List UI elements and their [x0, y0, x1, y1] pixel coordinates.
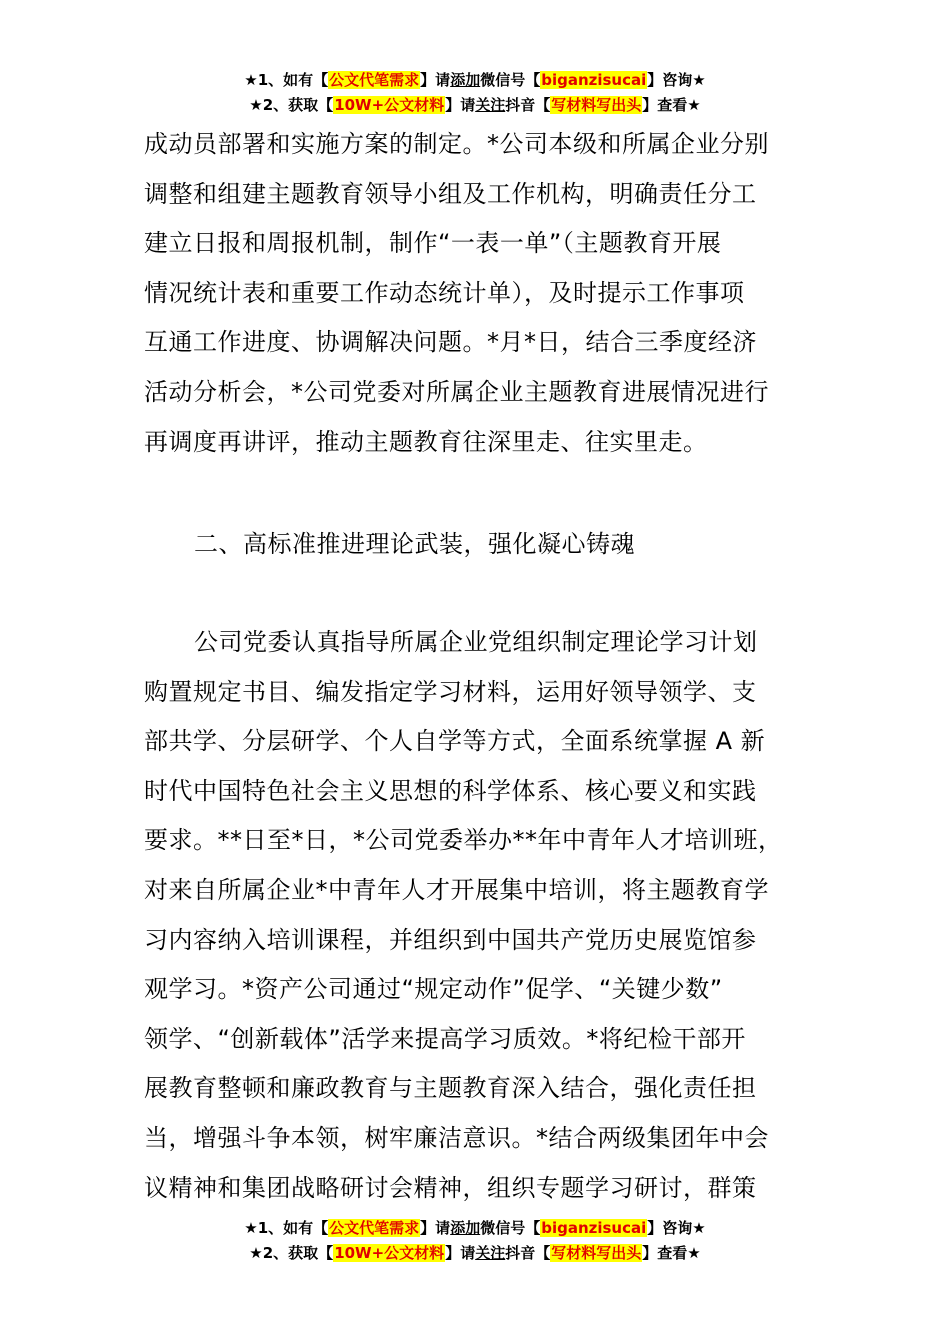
text-line: 议精神和集团战略研讨会精神，组织专题学习研讨，群策	[144, 1173, 757, 1202]
banner-line-1	[0, 1216, 950, 1241]
text-line: 习内容纳入培训课程，并组织到中国共产党历史展览馆参	[144, 925, 757, 954]
text-line: 互通工作进度、协调解决问题。*月*日，结合三季度经济	[144, 328, 757, 357]
text-line: 购置规定书目、编发指定学习材料，运用好领导领学、支	[144, 677, 757, 706]
text-line: 要求。**日至*日，*公司党委举办**年中青年人才培训班，	[144, 826, 783, 855]
text-line: 再调度再讲评，推动主题教育往深里走、往实里走。	[144, 427, 708, 456]
banner-text: 】查看★	[642, 1244, 701, 1262]
douyin-account-label: 写材料写出头	[551, 96, 642, 114]
highlight-label: 公文代笔需求	[329, 71, 420, 89]
underlined-text: 添加	[450, 71, 481, 89]
highlight-label: 10W+公文材料	[334, 96, 445, 114]
text-line: 展教育整顿和廉政教育与主题教育深入结合，强化责任担	[144, 1074, 757, 1103]
banner-line-2	[0, 93, 950, 118]
banner-text: 】请	[420, 71, 451, 89]
text-line: 时代中国特色社会主义思想的科学体系、核心要义和实践	[144, 776, 757, 805]
footer-banner	[0, 1216, 950, 1266]
banner-line-1	[0, 68, 950, 93]
banner-text: 微信号【	[480, 71, 541, 89]
header-banner	[0, 68, 950, 118]
banner-text: 】请	[420, 1219, 451, 1237]
text-line: 建立日报和周报机制，制作“一表一单”（主题教育开展	[144, 229, 722, 258]
text-line: 当，增强斗争本领，树牢廉洁意识。*结合两级集团年中会	[144, 1123, 769, 1152]
text-line: 领学、“创新载体”活学来提高学习质效。*将纪检干部开	[144, 1024, 746, 1053]
banner-text: 抖音【	[505, 1244, 551, 1262]
wechat-id-label: biganzisucai	[541, 1219, 647, 1237]
text-line: 情况统计表和重要工作动态统计单），及时提示工作事项	[144, 278, 745, 307]
banner-text: 微信号【	[480, 1219, 541, 1237]
banner-text: ★2、获取【	[249, 1244, 334, 1262]
banner-text: 】请	[445, 1244, 476, 1262]
underlined-text: 关注	[475, 96, 506, 114]
banner-text: ★1、如有【	[244, 1219, 329, 1237]
section-heading: 二、高标准推进理论武装，强化凝心铸魂	[194, 530, 635, 558]
paragraph-1	[144, 120, 834, 467]
highlight-label: 公文代笔需求	[329, 1219, 420, 1237]
text-line: 公司党委认真指导所属企业党组织制定理论学习计划	[194, 628, 758, 656]
douyin-account-label: 写材料写出头	[551, 1244, 642, 1262]
banner-text: 抖音【	[505, 96, 551, 114]
banner-text: 】咨询★	[647, 1219, 706, 1237]
text-line: 对来自所属企业*中青年人才开展集中培训，将主题教育学	[144, 875, 769, 904]
text-line: 观学习。*资产公司通过“规定动作”促学、“关键少数”	[144, 975, 723, 1004]
text-line: 调整和组建主题教育领导小组及工作机构，明确责任分工	[144, 179, 757, 208]
paragraph-2	[144, 618, 834, 1213]
wechat-id-label: biganzisucai	[541, 71, 647, 89]
banner-text: 】请	[445, 96, 476, 114]
text-line: 部共学、分层研学、个人自学等方式，全面系统掌握 A 新	[144, 727, 766, 756]
banner-text: 】咨询★	[647, 71, 706, 89]
banner-text: ★2、获取【	[249, 96, 334, 114]
text-line: 成动员部署和实施方案的制定。*公司本级和所属企业分别	[144, 130, 769, 158]
underlined-text: 关注	[475, 1244, 506, 1262]
highlight-label: 10W+公文材料	[334, 1244, 445, 1262]
underlined-text: 添加	[450, 1219, 481, 1237]
banner-line-2	[0, 1241, 950, 1266]
text-line: 活动分析会，*公司党委对所属企业主题教育进展情况进行	[144, 377, 769, 406]
banner-text: ★1、如有【	[244, 71, 329, 89]
banner-text: 】查看★	[642, 96, 701, 114]
